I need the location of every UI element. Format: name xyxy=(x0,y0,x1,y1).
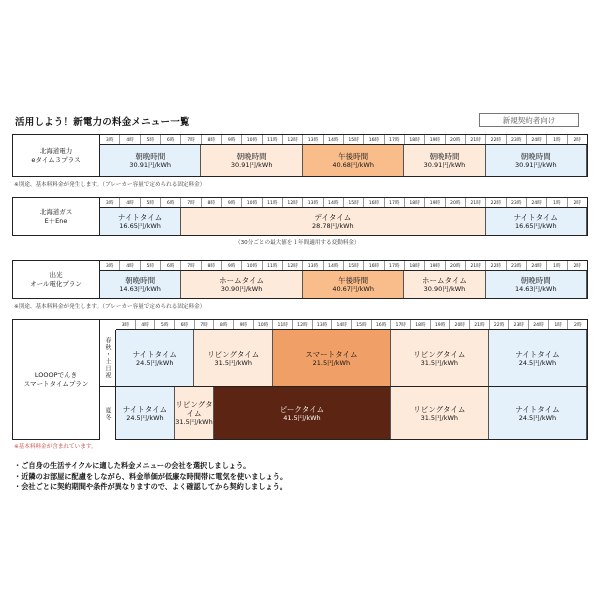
time-segments xyxy=(100,145,587,176)
time-segment xyxy=(181,271,303,298)
segment-name: 午後時間 xyxy=(338,276,369,285)
segment-name: 朝晩時間 xyxy=(520,276,551,285)
segment-price: 24.5円/kWh xyxy=(518,358,557,367)
hour-label: 12時 xyxy=(293,320,313,329)
time-segment xyxy=(116,387,175,439)
plan-name-line: 北海道ガス xyxy=(39,207,73,216)
hour-label: 6時 xyxy=(161,135,181,144)
hour-label: 14時 xyxy=(324,135,344,144)
segment-price: 24.5円/kWh xyxy=(518,413,557,422)
segment-price: 30.90円/kWh xyxy=(423,285,466,293)
hour-label: 7時 xyxy=(181,261,201,270)
time-segments xyxy=(100,208,587,235)
segment-name: 朝晩時間 xyxy=(236,152,267,161)
segment-name: リビングタイム xyxy=(207,349,260,359)
hour-label: 12時 xyxy=(283,198,303,207)
time-segment xyxy=(489,330,587,386)
hour-label: 9時 xyxy=(222,198,242,207)
hour-label: 11時 xyxy=(263,198,283,207)
season-label xyxy=(100,386,116,440)
segment-price: 41.5円/kWh xyxy=(283,413,321,422)
segment-name: 午後時間 xyxy=(338,152,369,161)
hour-label: 16時 xyxy=(364,261,384,270)
hour-label: 18時 xyxy=(405,261,425,270)
hour-label: 15時 xyxy=(344,135,364,144)
hour-label: 16時 xyxy=(364,198,384,207)
hour-label: 1時 xyxy=(547,198,567,207)
time-segment xyxy=(486,145,587,176)
hour-label: 5時 xyxy=(141,261,161,270)
page-title: 活用しよう！新電力の料金メニュー一覧 xyxy=(15,117,190,128)
segment-name: リビングタイム xyxy=(413,404,466,414)
hour-label: 14時 xyxy=(332,320,352,329)
hour-label: 22時 xyxy=(486,135,506,144)
hour-label: 8時 xyxy=(202,198,222,207)
segment-name: ナイトタイム xyxy=(117,213,163,222)
hour-label: 3時 xyxy=(100,198,120,207)
hour-label: 4時 xyxy=(136,320,156,329)
hour-label: 9時 xyxy=(234,320,254,329)
hour-label: 18時 xyxy=(405,135,425,144)
hour-label: 10時 xyxy=(242,198,262,207)
time-segment xyxy=(486,271,587,298)
segment-price: 31.5円/kWh xyxy=(420,413,459,422)
segment-price: 40.68円/kWh xyxy=(332,161,374,169)
hour-label: 20時 xyxy=(450,320,470,329)
hour-label: 13時 xyxy=(303,198,323,207)
segment-name: ナイトタイム xyxy=(122,404,168,414)
hour-label: 5時 xyxy=(155,320,175,329)
hour-label: 13時 xyxy=(303,261,323,270)
hour-label: 14時 xyxy=(324,261,344,270)
hour-label: 22時 xyxy=(486,198,506,207)
hour-header xyxy=(116,320,587,330)
hour-label: 19時 xyxy=(425,135,445,144)
plan-hokkaido-electric xyxy=(12,134,588,177)
season-label xyxy=(100,330,116,386)
segment-price: 30.90円/kWh xyxy=(220,285,263,293)
hour-header xyxy=(100,261,587,271)
segment-name: ナイトタイム xyxy=(132,349,177,359)
segment-name: 朝晩時間 xyxy=(429,152,460,161)
hour-label: 6時 xyxy=(175,320,195,329)
hour-label: 17時 xyxy=(385,198,405,207)
time-segment xyxy=(303,145,404,176)
hour-label: 6時 xyxy=(161,198,181,207)
segment-price: 21.5円/kWh xyxy=(312,358,351,367)
hour-label: 16時 xyxy=(364,135,384,144)
segment-price: 14.63円/kWh xyxy=(514,285,557,293)
time-segment xyxy=(100,271,181,298)
plan-name-line: eタイム３プラス xyxy=(31,155,81,164)
hour-label: 4時 xyxy=(120,198,140,207)
plan-note: ※別途、基本料料金が発生します。（ブレーカー容量で定められる固定料金） xyxy=(14,182,206,188)
hour-label: 24時 xyxy=(529,320,549,329)
segment-price: 24.5円/kWh xyxy=(136,358,174,367)
time-segment xyxy=(181,208,485,235)
hour-label: 8時 xyxy=(202,261,222,270)
time-segment xyxy=(391,387,489,439)
plan-name xyxy=(13,135,100,176)
segment-name: ピークタイム xyxy=(279,404,325,414)
hour-label: 13時 xyxy=(303,135,323,144)
plan-name-line: 出光 xyxy=(49,270,63,279)
hour-label: 24時 xyxy=(527,261,547,270)
segment-price: 40.67円/kWh xyxy=(332,285,374,293)
hour-label: 24時 xyxy=(527,198,547,207)
plan-name-line: スマートタイムプラン xyxy=(23,379,89,388)
hour-label: 19時 xyxy=(431,320,451,329)
hour-label: 15時 xyxy=(352,320,372,329)
hour-label: 22時 xyxy=(486,261,506,270)
hour-label: 9時 xyxy=(222,261,242,270)
time-segment xyxy=(100,145,201,176)
hour-label: 7時 xyxy=(195,320,215,329)
hour-label: 21時 xyxy=(466,261,486,270)
segment-name: 朝晩時間 xyxy=(135,152,166,161)
time-segment xyxy=(100,208,181,235)
segment-name: 朝晩時間 xyxy=(125,276,156,285)
hour-label: 3時 xyxy=(116,320,136,329)
hour-label: 11時 xyxy=(263,261,283,270)
hour-label: 8時 xyxy=(214,320,234,329)
segment-price: 30.91円/kWh xyxy=(514,161,557,169)
plan-name xyxy=(13,320,100,439)
segment-price: 31.5円/kWh xyxy=(175,418,213,426)
time-segment xyxy=(194,330,272,386)
plan-note: ※別途、基本料料金が発生します。（ブレーカー容量で定められる固定料金） xyxy=(14,304,206,310)
segment-name: ホームタイム xyxy=(219,276,264,285)
hour-label: 1時 xyxy=(547,261,567,270)
hour-label: 13時 xyxy=(313,320,333,329)
hour-label: 10時 xyxy=(254,320,274,329)
segment-price: 30.91円/kWh xyxy=(129,161,172,169)
season-label-text: 夏冬 xyxy=(104,406,111,421)
hour-header xyxy=(100,135,587,145)
hour-label: 12時 xyxy=(283,135,303,144)
hour-label: 22時 xyxy=(490,320,510,329)
time-segment xyxy=(404,271,485,298)
hour-label: 2時 xyxy=(573,200,581,206)
hour-label: 3時 xyxy=(100,135,120,144)
hour-label: 23時 xyxy=(507,261,527,270)
hour-label: 1時 xyxy=(547,135,567,144)
hour-label: 10時 xyxy=(242,261,262,270)
plan-name xyxy=(13,198,100,235)
tip-item: ・会社ごとに契約期間や条件が異なりますので、よく確認してから契約しましょう。 xyxy=(14,482,287,491)
hour-label: 18時 xyxy=(411,320,431,329)
hour-label: 21時 xyxy=(466,198,486,207)
hour-label: 21時 xyxy=(470,320,490,329)
hour-label: 21時 xyxy=(466,135,486,144)
hour-label: 11時 xyxy=(263,135,283,144)
segment-price: 16.65円/kWh xyxy=(514,222,557,230)
hour-label: 5時 xyxy=(141,135,161,144)
hour-label: 8時 xyxy=(202,135,222,144)
segment-name: ナイトタイム xyxy=(513,213,558,222)
hour-label: 9時 xyxy=(222,135,242,144)
plan-note: ※基本料料金が含まれています。 xyxy=(14,444,97,450)
hour-label: 17時 xyxy=(385,135,405,144)
segment-name: 朝晩時間 xyxy=(520,152,551,161)
hour-label: 23時 xyxy=(507,198,527,207)
time-segment xyxy=(303,271,404,298)
segment-name: ホームタイム xyxy=(422,276,467,285)
segment-price: 28.78円/kWh xyxy=(312,222,354,230)
time-segment xyxy=(273,330,391,386)
time-segment xyxy=(489,387,587,439)
hour-label: 14時 xyxy=(324,198,344,207)
hour-label: 18時 xyxy=(405,198,425,207)
hour-label: 1時 xyxy=(549,320,569,329)
segment-name: リビングタイム xyxy=(413,349,466,359)
plan-note: （30分ごとの最大値を１年間適用する変動料金） xyxy=(235,240,360,246)
hour-label: 17時 xyxy=(391,320,411,329)
hour-label: 2時 xyxy=(573,263,581,269)
hour-label: 23時 xyxy=(507,135,527,144)
segment-price: 31.5円/kWh xyxy=(214,358,252,367)
time-segment xyxy=(116,330,194,386)
hour-label: 19時 xyxy=(425,261,445,270)
hour-label: 20時 xyxy=(446,198,466,207)
hour-label: 10時 xyxy=(242,135,262,144)
hour-label: 4時 xyxy=(120,261,140,270)
hour-label: 2時 xyxy=(573,137,581,143)
hour-label: 20時 xyxy=(446,135,466,144)
segment-price: 31.5円/kWh xyxy=(420,358,459,367)
hour-label: 24時 xyxy=(527,135,547,144)
segment-name: デイタイム xyxy=(314,213,352,222)
tip-item: ・ご自身の生活サイクルに適した料金メニューの会社を選択しましょう。 xyxy=(14,461,251,470)
plan-name-line: 北海道電力 xyxy=(39,146,73,155)
tips-list xyxy=(14,461,287,493)
hour-label: 15時 xyxy=(344,198,364,207)
hour-label: 4時 xyxy=(120,135,140,144)
tip-item: ・近隣のお部屋に配慮をしながら、料金単価が低廉な時間帯に電気を使いましょう。 xyxy=(14,471,288,481)
hour-label: 19時 xyxy=(425,198,445,207)
segment-price: 16.65円/kWh xyxy=(119,222,161,230)
hour-label: 17時 xyxy=(385,261,405,270)
hour-label: 16時 xyxy=(372,320,392,329)
time-segment xyxy=(201,145,302,176)
time-segments xyxy=(116,387,587,439)
plan-name-line: オール電化プラン xyxy=(30,279,82,288)
hour-label: 12時 xyxy=(283,261,303,270)
segment-name: スマートタイム xyxy=(305,349,358,359)
plan-name-line: E＋Ene xyxy=(44,216,68,225)
time-segments xyxy=(116,330,587,386)
hour-header xyxy=(100,198,587,208)
hour-label: 23時 xyxy=(509,320,529,329)
segment-name: ナイトタイム xyxy=(515,349,560,359)
segment-name: ナイトタイム xyxy=(515,404,560,414)
time-segment xyxy=(391,330,489,386)
hour-label: 3時 xyxy=(100,261,120,270)
plan-idemitsu xyxy=(12,260,588,299)
plan-looop xyxy=(12,319,588,440)
hour-label: 11時 xyxy=(273,320,293,329)
time-segment xyxy=(404,145,485,176)
plan-hokkaido-gas xyxy=(12,197,588,236)
plan-name xyxy=(13,261,100,298)
hour-label: 7時 xyxy=(181,198,201,207)
hour-label: 2時 xyxy=(574,322,582,328)
time-segment xyxy=(486,208,587,235)
time-segments xyxy=(100,271,587,298)
segment-price: 30.91円/kWh xyxy=(423,161,466,169)
time-segment xyxy=(214,387,391,439)
season-label-text: 春秋・土日祝 xyxy=(104,337,111,379)
new-contract-badge: 新規契約者向け xyxy=(479,113,579,127)
hour-label: 20時 xyxy=(446,261,466,270)
hour-label: 15時 xyxy=(344,261,364,270)
hour-label: 6時 xyxy=(161,261,181,270)
segment-name: リビングタイム xyxy=(175,400,213,418)
hour-label: 5時 xyxy=(141,198,161,207)
hour-label: 7時 xyxy=(181,135,201,144)
segment-price: 30.91円/kWh xyxy=(230,161,273,169)
plan-name-line: LOOOPでんき xyxy=(34,370,78,379)
segment-price: 24.5円/kWh xyxy=(126,413,164,422)
time-segment xyxy=(175,387,214,439)
segment-price: 14.63円/kWh xyxy=(119,285,161,293)
